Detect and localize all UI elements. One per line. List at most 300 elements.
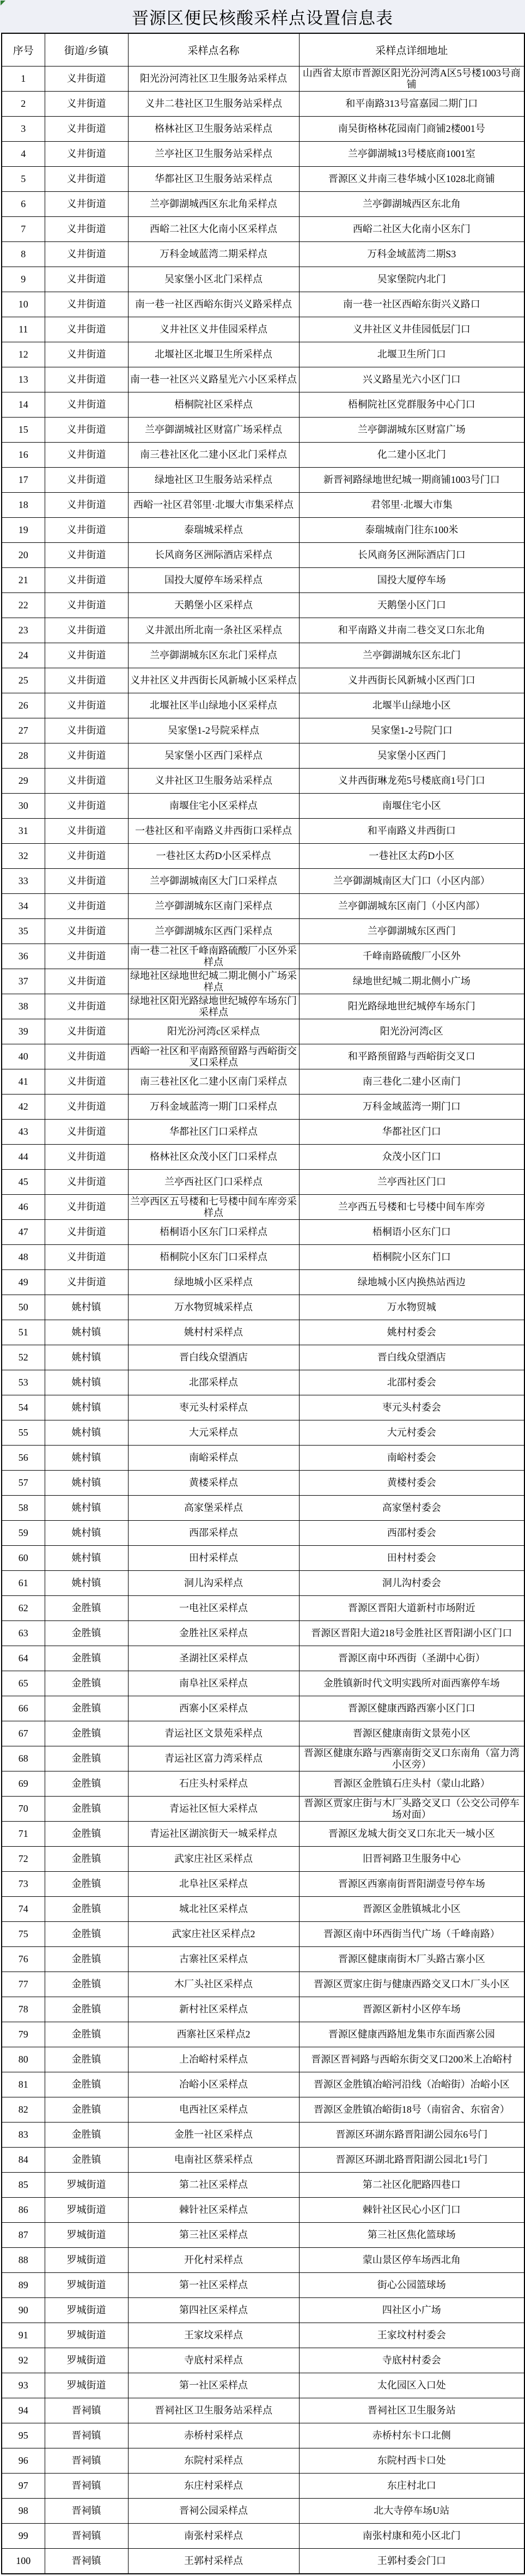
row-index-cell: 19	[2, 518, 45, 543]
street-cell: 义井街道	[45, 518, 128, 543]
row-index-cell: 79	[2, 2022, 45, 2047]
street-cell: 罗城街道	[45, 2198, 128, 2223]
site-name-cell: 南一巷一社区西峪东街兴义路采样点	[128, 292, 299, 317]
address-cell: 南三巷化二建小区南门	[299, 1069, 524, 1095]
site-name-cell: 国投大厦停车场采样点	[128, 568, 299, 593]
street-cell: 义井街道	[45, 217, 128, 242]
address-cell: 北邵村委会	[299, 1370, 524, 1395]
street-cell: 义井街道	[45, 342, 128, 367]
row-index-cell: 56	[2, 1446, 45, 1471]
site-name-cell: 青运社区湖滨街天一城采样点	[128, 1822, 299, 1847]
row-index-cell: 99	[2, 2524, 45, 2549]
row-index-cell: 28	[2, 743, 45, 769]
address-cell: 太化园区入口处	[299, 2373, 524, 2398]
row-index-cell: 98	[2, 2499, 45, 2524]
address-cell: 兰亭御湖城西区东北角	[299, 192, 524, 217]
row-index-cell: 100	[2, 2549, 45, 2574]
site-name-cell: 兰亭御湖城南区大门口采样点	[128, 869, 299, 894]
row-index-cell: 53	[2, 1370, 45, 1395]
address-cell: 东院村西卡口处	[299, 2448, 524, 2474]
site-name-cell: 第一社区采样点	[128, 2373, 299, 2398]
address-cell: 泰瑞城南门往东100米	[299, 518, 524, 543]
row-index-cell: 70	[2, 1797, 45, 1822]
street-cell: 姚村镇	[45, 1496, 128, 1521]
street-cell: 晋祠镇	[45, 2448, 128, 2474]
table-row	[2, 1746, 524, 1771]
table-row	[2, 267, 524, 292]
address-cell: 黄楼村委会	[299, 1471, 524, 1496]
site-name-cell: 棘针社区采样点	[128, 2198, 299, 2223]
address-cell: 万科金域蓝湾二期S3	[299, 242, 524, 267]
street-cell: 义井街道	[45, 1245, 128, 1270]
row-index-cell: 69	[2, 1771, 45, 1797]
site-name-cell: 一巷社区太药D小区采样点	[128, 844, 299, 869]
address-cell: 王郭村委会门口	[299, 2549, 524, 2574]
row-index-cell: 52	[2, 1345, 45, 1370]
table-row	[2, 2499, 524, 2524]
street-cell: 义井街道	[45, 643, 128, 668]
row-index-cell: 6	[2, 192, 45, 217]
table-row	[2, 2273, 524, 2298]
site-name-cell: 上冶峪村采样点	[128, 2047, 299, 2072]
address-cell: 晋祠社区卫生服务站	[299, 2398, 524, 2423]
row-index-cell: 76	[2, 1947, 45, 1972]
row-index-cell: 34	[2, 894, 45, 919]
row-index-cell: 5	[2, 167, 45, 192]
table-row	[2, 1922, 524, 1947]
street-cell: 姚村镇	[45, 1420, 128, 1446]
site-name-cell: 第二社区采样点	[128, 2173, 299, 2198]
address-cell: 晋源区新村小区停车场	[299, 1997, 524, 2022]
site-name-cell: 新村社区采样点	[128, 1997, 299, 2022]
table-row	[2, 919, 524, 944]
row-index-cell: 46	[2, 1195, 45, 1220]
table-row	[2, 568, 524, 593]
street-cell: 晋祠镇	[45, 2549, 128, 2574]
row-index-cell: 1	[2, 66, 45, 92]
site-name-cell: 天鹅堡小区采样点	[128, 593, 299, 618]
site-name-cell: 古寨社区采样点	[128, 1947, 299, 1972]
site-name-cell: 梧桐院社区采样点	[128, 392, 299, 418]
street-cell: 义井街道	[45, 969, 128, 994]
row-index-cell: 31	[2, 819, 45, 844]
street-cell: 义井街道	[45, 693, 128, 718]
table-row	[2, 2348, 524, 2373]
address-cell: 南堰住宅小区	[299, 794, 524, 819]
site-name-cell: 第四社区采样点	[128, 2298, 299, 2323]
table-row	[2, 1947, 524, 1972]
street-cell: 金胜镇	[45, 1972, 128, 1997]
street-cell: 晋祠镇	[45, 2474, 128, 2499]
address-cell: 吴家堡小区西门	[299, 743, 524, 769]
address-cell: 万科金域蓝湾一期门口	[299, 1095, 524, 1120]
row-index-cell: 77	[2, 1972, 45, 1997]
street-cell: 义井街道	[45, 1095, 128, 1120]
site-name-cell: 万科金域蓝湾一期门口采样点	[128, 1095, 299, 1120]
street-cell: 义井街道	[45, 1019, 128, 1044]
row-index-cell: 92	[2, 2348, 45, 2373]
table-row	[2, 1195, 524, 1220]
address-cell: 绿地世纪城二期北侧小广场	[299, 969, 524, 994]
row-index-cell: 66	[2, 1696, 45, 1721]
street-cell: 金胜镇	[45, 1922, 128, 1947]
address-cell: 兰亭御湖城东区西门	[299, 919, 524, 944]
table-row	[2, 1571, 524, 1596]
street-cell: 义井街道	[45, 919, 128, 944]
site-name-cell: 南阜社区采样点	[128, 1671, 299, 1696]
address-cell: 棘针社区民心小区门口	[299, 2198, 524, 2223]
address-cell: 和平路预留路与西峪街交叉口	[299, 1044, 524, 1069]
address-cell: 化二建小区北门	[299, 443, 524, 468]
table-row	[2, 1395, 524, 1420]
site-name-cell: 万科金域蓝湾二期采样点	[128, 242, 299, 267]
row-index-cell: 37	[2, 969, 45, 994]
address-cell: 和平南路313号富嘉园二期门口	[299, 92, 524, 117]
address-cell: 吴家堡1-2号院门口	[299, 718, 524, 743]
street-cell: 晋祠镇	[45, 2524, 128, 2549]
address-cell: 兰亭西五号楼和七号楼中间车库旁	[299, 1195, 524, 1220]
street-cell: 金胜镇	[45, 2123, 128, 2148]
row-index-cell: 55	[2, 1420, 45, 1446]
table-row	[2, 292, 524, 317]
site-name-cell: 华都社区门口采样点	[128, 1120, 299, 1145]
row-index-cell: 23	[2, 618, 45, 643]
site-name-cell: 格林社区卫生服务站采样点	[128, 117, 299, 142]
street-cell: 义井街道	[45, 1145, 128, 1170]
site-name-cell: 西邵采样点	[128, 1521, 299, 1546]
row-index-cell: 18	[2, 493, 45, 518]
site-name-cell: 电西社区采样点	[128, 2097, 299, 2123]
row-index-cell: 10	[2, 292, 45, 317]
street-cell: 义井街道	[45, 167, 128, 192]
site-name-cell: 东院村采样点	[128, 2448, 299, 2474]
address-cell: 高家堡村委会	[299, 1496, 524, 1521]
table-row	[2, 1420, 524, 1446]
site-name-cell: 北邵采样点	[128, 1370, 299, 1395]
col-header-index: 序号	[2, 33, 45, 66]
table-row	[2, 518, 524, 543]
row-index-cell: 59	[2, 1521, 45, 1546]
street-cell: 金胜镇	[45, 2022, 128, 2047]
address-cell: 大元村委会	[299, 1420, 524, 1446]
row-index-cell: 83	[2, 2123, 45, 2148]
row-index-cell: 88	[2, 2248, 45, 2273]
street-cell: 罗城街道	[45, 2173, 128, 2198]
table-row	[2, 1120, 524, 1145]
site-name-cell: 晋祠社区卫生服务站采样点	[128, 2398, 299, 2423]
site-name-cell: 晋祠公园采样点	[128, 2499, 299, 2524]
site-name-cell: 大元采样点	[128, 1420, 299, 1446]
table-row	[2, 1471, 524, 1496]
row-index-cell: 64	[2, 1646, 45, 1671]
site-name-cell: 兰亭西区五号楼和七号楼中间车库旁采样点	[128, 1195, 299, 1220]
row-index-cell: 40	[2, 1044, 45, 1069]
sampling-points-table	[1, 33, 525, 2574]
table-row	[2, 1546, 524, 1571]
table-row	[2, 2148, 524, 2173]
row-index-cell: 91	[2, 2323, 45, 2348]
address-cell: 赤桥村东卡口北侧	[299, 2423, 524, 2448]
address-cell: 兰亭御湖城东区南门（小区内部）	[299, 894, 524, 919]
address-cell: 梧桐院社区党群服务中心门口	[299, 392, 524, 418]
table-row	[2, 1496, 524, 1521]
site-name-cell: 青运社区富力湾采样点	[128, 1746, 299, 1771]
address-cell: 枣元头村委会	[299, 1395, 524, 1420]
table-row	[2, 217, 524, 242]
address-cell: 北大寺停车场U站	[299, 2499, 524, 2524]
site-name-cell: 木厂头社区采样点	[128, 1972, 299, 1997]
row-index-cell: 62	[2, 1596, 45, 1621]
address-cell: 一巷社区太药D小区	[299, 844, 524, 869]
table-row	[2, 693, 524, 718]
table-row	[2, 718, 524, 743]
row-index-cell: 30	[2, 794, 45, 819]
street-cell: 金胜镇	[45, 2148, 128, 2173]
site-name-cell: 兰亭御湖城东区南门采样点	[128, 894, 299, 919]
site-name-cell: 寺底村采样点	[128, 2348, 299, 2373]
site-name-cell: 青运社区恒大采样点	[128, 1797, 299, 1822]
row-index-cell: 48	[2, 1245, 45, 1270]
table-row	[2, 2323, 524, 2348]
site-name-cell: 晋白线众望酒店	[128, 1345, 299, 1370]
table-row	[2, 1997, 524, 2022]
table-row	[2, 2474, 524, 2499]
row-index-cell: 94	[2, 2398, 45, 2423]
street-cell: 罗城街道	[45, 2298, 128, 2323]
site-name-cell: 南三巷社区化二建小区北门采样点	[128, 443, 299, 468]
street-cell: 罗城街道	[45, 2323, 128, 2348]
site-name-cell: 金胜一社区采样点	[128, 2123, 299, 2148]
site-name-cell: 梧桐院小区东门口采样点	[128, 1245, 299, 1270]
address-cell: 晋源区晋阳大道新村市场附近	[299, 1596, 524, 1621]
address-cell: 万水物贸城	[299, 1295, 524, 1320]
row-index-cell: 27	[2, 718, 45, 743]
street-cell: 义井街道	[45, 1120, 128, 1145]
street-cell: 义井街道	[45, 794, 128, 819]
row-index-cell: 72	[2, 1847, 45, 1872]
street-cell: 义井街道	[45, 117, 128, 142]
row-index-cell: 85	[2, 2173, 45, 2198]
street-cell: 义井街道	[45, 819, 128, 844]
row-index-cell: 38	[2, 994, 45, 1019]
table-row	[2, 1220, 524, 1245]
table-row	[2, 2047, 524, 2072]
street-cell: 义井街道	[45, 66, 128, 92]
row-index-cell: 32	[2, 844, 45, 869]
street-cell: 金胜镇	[45, 1997, 128, 2022]
table-row	[2, 317, 524, 342]
site-name-cell: 阳光汾河湾社区卫生服务站采样点	[128, 66, 299, 92]
address-cell: 旧晋祠路卫生服务中心	[299, 1847, 524, 1872]
row-index-cell: 14	[2, 392, 45, 418]
row-index-cell: 71	[2, 1822, 45, 1847]
street-cell: 晋祠镇	[45, 2398, 128, 2423]
street-cell: 金胜镇	[45, 1646, 128, 1671]
street-cell: 金胜镇	[45, 1947, 128, 1972]
site-name-cell: 兰亭御湖城社区财富广场采样点	[128, 418, 299, 443]
col-header-street-township: 街道/乡镇	[45, 33, 128, 66]
street-cell: 义井街道	[45, 142, 128, 167]
site-name-cell: 北堰社区北堰卫生所采样点	[128, 342, 299, 367]
address-cell: 街心公园篮球场	[299, 2273, 524, 2298]
table-row	[2, 1044, 524, 1069]
site-name-cell: 东庄村采样点	[128, 2474, 299, 2499]
street-cell: 金胜镇	[45, 1872, 128, 1897]
row-index-cell: 44	[2, 1145, 45, 1170]
address-cell: 和平南路义井西街口	[299, 819, 524, 844]
street-cell: 金胜镇	[45, 1797, 128, 1822]
address-cell: 晋源区西寨南街晋阳湖壹号停车场	[299, 1872, 524, 1897]
street-cell: 姚村镇	[45, 1471, 128, 1496]
address-cell: 南张村康和苑小区北门	[299, 2524, 524, 2549]
address-cell: 田村村委会	[299, 1546, 524, 1571]
address-cell: 梧桐院小区东门口	[299, 1245, 524, 1270]
row-index-cell: 4	[2, 142, 45, 167]
street-cell: 义井街道	[45, 944, 128, 969]
site-name-cell: 圣湖社区采样点	[128, 1646, 299, 1671]
address-cell: 众茂小区门口	[299, 1145, 524, 1170]
site-name-cell: 王郭村采样点	[128, 2549, 299, 2574]
street-cell: 义井街道	[45, 894, 128, 919]
street-cell: 金胜镇	[45, 2047, 128, 2072]
row-index-cell: 78	[2, 1997, 45, 2022]
cell-error-indicator-triangle	[1, 1, 5, 5]
row-index-cell: 42	[2, 1095, 45, 1120]
row-index-cell: 20	[2, 543, 45, 568]
street-cell: 义井街道	[45, 493, 128, 518]
site-name-cell: 开化村采样点	[128, 2248, 299, 2273]
address-cell: 君邻里·北堰大市集	[299, 493, 524, 518]
row-index-cell: 54	[2, 1395, 45, 1420]
title-band	[0, 0, 525, 33]
address-cell: 姚村村委会	[299, 1320, 524, 1345]
address-cell: 兴义路星光六小区门口	[299, 367, 524, 392]
row-index-cell: 96	[2, 2448, 45, 2474]
table-row	[2, 1069, 524, 1095]
row-index-cell: 68	[2, 1746, 45, 1771]
site-name-cell: 赤桥村采样点	[128, 2423, 299, 2448]
address-cell: 国投大厦停车场	[299, 568, 524, 593]
street-cell: 金胜镇	[45, 1746, 128, 1771]
street-cell: 金胜镇	[45, 1822, 128, 1847]
address-cell: 王家坟村村委会	[299, 2323, 524, 2348]
site-name-cell: 金胜社区采样点	[128, 1621, 299, 1646]
street-cell: 义井街道	[45, 1170, 128, 1195]
site-name-cell: 吴家堡小区西门采样点	[128, 743, 299, 769]
row-index-cell: 24	[2, 643, 45, 668]
street-cell: 姚村镇	[45, 1295, 128, 1320]
table-row	[2, 2549, 524, 2574]
row-index-cell: 47	[2, 1220, 45, 1245]
table-row	[2, 1822, 524, 1847]
address-cell: 兰亭御湖城南区大门口（小区内部）	[299, 869, 524, 894]
address-cell: 绿地城小区内换热站西边	[299, 1270, 524, 1295]
row-index-cell: 16	[2, 443, 45, 468]
row-index-cell: 87	[2, 2223, 45, 2248]
address-cell: 金胜镇新时代文明实践所对面西寨停车场	[299, 1671, 524, 1696]
address-cell: 新晋祠路绿地世纪城一期商铺1003号门口	[299, 468, 524, 493]
address-cell: 兰亭西社区门口	[299, 1170, 524, 1195]
table-row	[2, 242, 524, 267]
site-name-cell: 南三巷社区化二建小区南门采样点	[128, 1069, 299, 1095]
row-index-cell: 7	[2, 217, 45, 242]
site-name-cell: 兰亭社区卫生服务站采样点	[128, 142, 299, 167]
address-cell: 山西省太原市晋源区阳光汾河湾A区5号楼1003号商铺	[299, 66, 524, 92]
street-cell: 义井街道	[45, 869, 128, 894]
row-index-cell: 12	[2, 342, 45, 367]
row-index-cell: 36	[2, 944, 45, 969]
site-name-cell: 西峪一社区君邻里·北堰大市集采样点	[128, 493, 299, 518]
address-cell: 阳光汾河湾c区	[299, 1019, 524, 1044]
table-row	[2, 1771, 524, 1797]
street-cell: 姚村镇	[45, 1320, 128, 1345]
site-name-cell: 高家堡采样点	[128, 1496, 299, 1521]
address-cell: 晋源区健康西路西寨小区门口	[299, 1696, 524, 1721]
street-cell: 姚村镇	[45, 1446, 128, 1471]
table-row	[2, 392, 524, 418]
table-row	[2, 342, 524, 367]
row-index-cell: 15	[2, 418, 45, 443]
site-name-cell: 西峪二社区大化南小区采样点	[128, 217, 299, 242]
table-row	[2, 1646, 524, 1671]
address-cell: 晋源区环湖北路晋阳湖公园北1号门	[299, 2148, 524, 2173]
table-row	[2, 1621, 524, 1646]
street-cell: 义井街道	[45, 468, 128, 493]
table-row	[2, 443, 524, 468]
street-cell: 义井街道	[45, 668, 128, 693]
table-row	[2, 2373, 524, 2398]
row-index-cell: 51	[2, 1320, 45, 1345]
table-row	[2, 1095, 524, 1120]
address-cell: 第三社区焦化篮球场	[299, 2223, 524, 2248]
row-index-cell: 58	[2, 1496, 45, 1521]
table-row	[2, 1295, 524, 1320]
row-index-cell: 75	[2, 1922, 45, 1947]
table-row	[2, 1721, 524, 1746]
street-cell: 金胜镇	[45, 1671, 128, 1696]
site-name-cell: 绿地城小区采样点	[128, 1270, 299, 1295]
street-cell: 罗城街道	[45, 2248, 128, 2273]
row-index-cell: 35	[2, 919, 45, 944]
address-cell: 南峪村委会	[299, 1446, 524, 1471]
table-row	[2, 769, 524, 794]
site-name-cell: 第一社区采样点	[128, 2273, 299, 2298]
table-row	[2, 1897, 524, 1922]
site-name-cell: 田村采样点	[128, 1546, 299, 1571]
table-row	[2, 994, 524, 1019]
site-name-cell: 长风商务区洲际酒店采样点	[128, 543, 299, 568]
site-name-cell: 兰亭御湖城西区东北角采样点	[128, 192, 299, 217]
address-cell: 晋源区环湖东路晋阳湖公园东6号门	[299, 2123, 524, 2148]
table-row	[2, 1797, 524, 1822]
address-cell: 晋源区金胜镇冶峪河沿线（冶峪街）冶峪小区	[299, 2072, 524, 2097]
row-index-cell: 8	[2, 242, 45, 267]
row-index-cell: 11	[2, 317, 45, 342]
street-cell: 义井街道	[45, 1069, 128, 1095]
table-row	[2, 2423, 524, 2448]
table-row	[2, 1521, 524, 1546]
street-cell: 金胜镇	[45, 1596, 128, 1621]
table-row	[2, 743, 524, 769]
street-cell: 义井街道	[45, 92, 128, 117]
table-row	[2, 819, 524, 844]
site-name-cell: 西寨社区采样点2	[128, 2022, 299, 2047]
row-index-cell: 43	[2, 1120, 45, 1145]
row-index-cell: 67	[2, 1721, 45, 1746]
street-cell: 义井街道	[45, 367, 128, 392]
row-index-cell: 57	[2, 1471, 45, 1496]
street-cell: 金胜镇	[45, 1847, 128, 1872]
